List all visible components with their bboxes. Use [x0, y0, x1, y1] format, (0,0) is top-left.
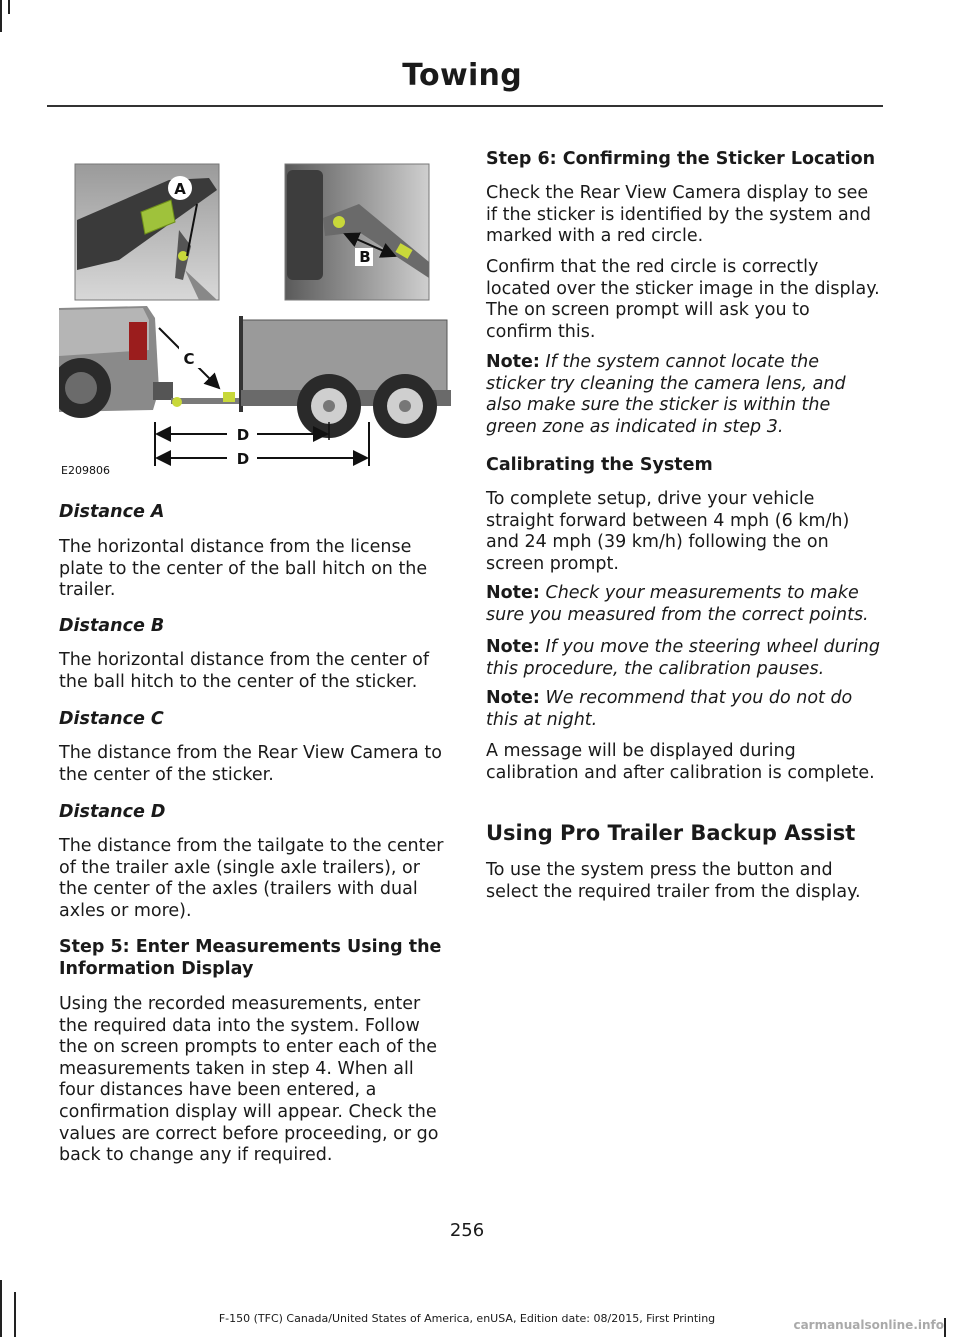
note-2 [486, 583, 881, 626]
note-label: Note: [486, 637, 540, 657]
label-a: A [174, 180, 186, 198]
trailer-measurement-figure [59, 160, 451, 478]
pro-trailer-text: To use the system press the button and select the required trailer from the display. [486, 860, 861, 902]
calibrating-heading: Calibrating the System [486, 455, 713, 475]
inset-b-sticker [285, 164, 429, 300]
note-text: We recommend that you do not do this at night. [486, 688, 853, 730]
label-b: B [359, 248, 371, 266]
label-c: C [183, 350, 195, 368]
step6-paragraph-1: Check the Rear View Camera display to see if the sticker is identified by the system and marked with a red circle. [486, 183, 871, 247]
label-d: D [236, 426, 250, 444]
note-4 [486, 688, 881, 731]
step5-heading: Step 5: Enter Measurements Using the Information Display [59, 937, 442, 979]
distance-b-heading: Distance B [59, 616, 165, 636]
page-number: 256 [449, 1220, 485, 1241]
step5-text: Using the recorded measurements, enter the required data into the system. Follow the on screen prompts to enter each of the measurements taken in step 4. When all four distances have been entered, a confirmation display will appear. Check the values are correct before proceeding, or go back to change any if required. [59, 994, 439, 1166]
edition-footer: F-150 (TFC) Canada/United States of America, enUSA, Edition date: 08/2015, First Printing [218, 1312, 716, 1325]
truck-and-trailer [59, 306, 451, 468]
crop-mark [0, 0, 2, 32]
note-label: Note: [486, 352, 540, 372]
calibrating-text: To complete setup, drive your vehicle straight forward between 4 mph (6 km/h) and 24 mph (39 km/h) following the on screen prompt. [486, 489, 850, 574]
distance-a-text: The horizontal distance from the license plate to the center of the ball hitch on the trailer. [59, 537, 428, 601]
step6-paragraph-2: Confirm that the red circle is correctly located over the sticker image in the display. The on screen prompt will ask you to confirm this. [486, 257, 880, 342]
label-d: D [236, 450, 250, 468]
header-divider [47, 105, 883, 107]
crop-mark [0, 1280, 2, 1337]
watermark: carmanualsonline.info [793, 1318, 944, 1332]
inset-a-license-plate [75, 164, 219, 300]
note-1 [486, 352, 881, 438]
distance-a-heading: Distance A [59, 502, 165, 522]
note-text: Check your measurements to make sure you measured from the correct points. [486, 583, 869, 625]
distance-d-heading: Distance D [59, 802, 166, 822]
step6-heading: Step 6: Confirming the Sticker Location [486, 149, 876, 169]
message-text: A message will be displayed during calibration and after calibration is complete. [486, 741, 875, 783]
note-3 [486, 637, 881, 680]
note-label: Note: [486, 688, 540, 708]
distance-c-heading: Distance C [59, 709, 164, 729]
distance-b-text: The horizontal distance from the center of the ball hitch to the center of the sticker. [59, 650, 429, 692]
note-label: Note: [486, 583, 540, 603]
note-text: If the system cannot locate the sticker try cleaning the camera lens, and also make sure the sticker is within the green zone as indicated in step 3. [486, 352, 846, 437]
figure-code: E209806 [61, 464, 110, 477]
distance-d-text: The distance from the tailgate to the center of the trailer axle (single axle trailers), or the center of the axles (trailers with dual axles or more). [59, 836, 444, 921]
trailer-diagram [59, 160, 451, 478]
crop-mark [8, 0, 10, 14]
crop-mark [944, 1318, 946, 1337]
section-title: Towing [402, 58, 522, 93]
note-text: If you move the steering wheel during this procedure, the calibration pauses. [486, 637, 880, 679]
pro-trailer-heading: Using Pro Trailer Backup Assist [486, 821, 856, 845]
distance-c-text: The distance from the Rear View Camera to the center of the sticker. [59, 743, 442, 785]
